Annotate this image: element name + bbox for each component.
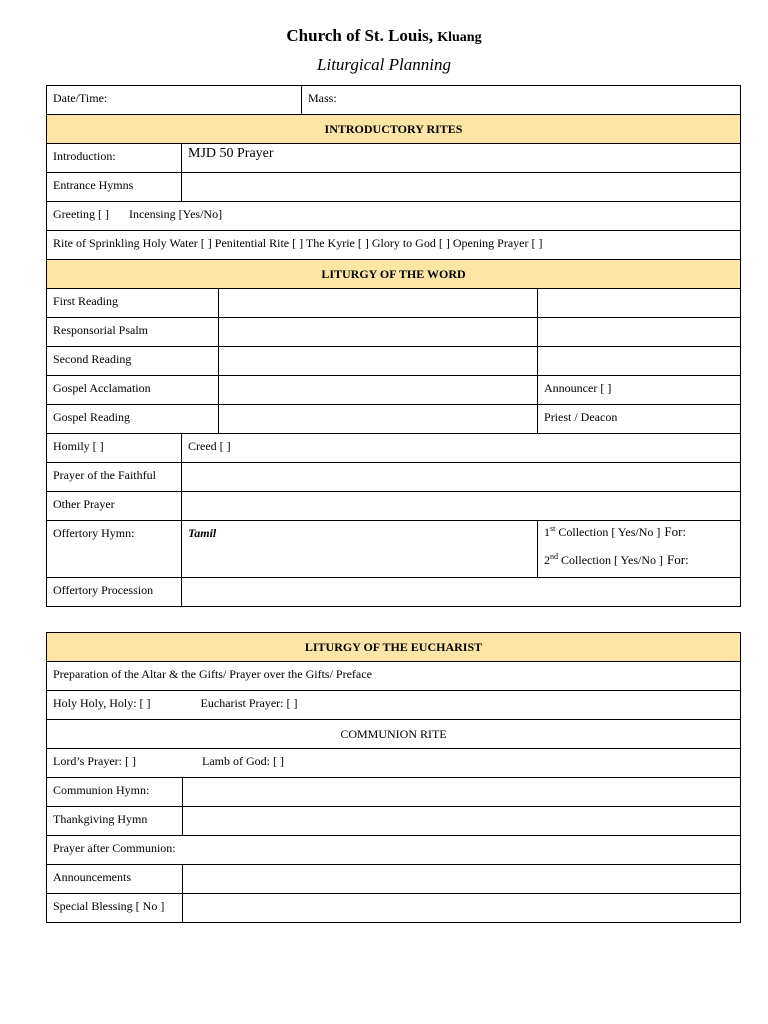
- second-collection[interactable]: [544, 552, 734, 568]
- eucharist-table: [46, 632, 741, 923]
- mass-field[interactable]: [302, 86, 741, 115]
- holy-cell: [47, 691, 741, 720]
- other-prayer-field[interactable]: [182, 492, 741, 521]
- first-reading-field[interactable]: [219, 289, 538, 318]
- communion-rite-heading: COMMUNION RITE: [47, 720, 741, 749]
- acclamation-row: [47, 376, 741, 405]
- page-title: [0, 26, 768, 46]
- lords-prayer-checkbox[interactable]: Lord’s Prayer: [ ]: [53, 754, 136, 768]
- communion-rite-row: [47, 720, 741, 749]
- offertory-procession-label: Offertory Procession: [47, 578, 182, 607]
- first-collection-label: Collection [ Yes/No ]: [555, 525, 661, 539]
- lords-prayer-row: [47, 749, 741, 778]
- gospel-reading-row: [47, 405, 741, 434]
- prayer-after-communion-label[interactable]: Prayer after Communion:: [47, 836, 741, 865]
- preparation-label[interactable]: Preparation of the Altar & the Gifts/ Prayer over the Gifts/ Preface: [47, 662, 741, 691]
- communion-hymn-label: Communion Hymn:: [47, 778, 183, 807]
- church-location: Kluang: [437, 30, 482, 45]
- offertory-procession-field[interactable]: [182, 578, 741, 607]
- homily-row: [47, 434, 741, 463]
- page-subtitle: Liturgical Planning: [317, 55, 451, 74]
- offertory-hymn-row: [47, 521, 741, 578]
- greeting-cell: [47, 202, 741, 231]
- other-prayer-label: Other Prayer: [47, 492, 182, 521]
- first-reading-row: [47, 289, 741, 318]
- acclamation-field[interactable]: [219, 376, 538, 405]
- second-collection-label: Collection [ Yes/No ]: [558, 553, 664, 567]
- lords-prayer-cell: [47, 749, 741, 778]
- second-reading-reader[interactable]: [538, 347, 741, 376]
- offertory-hymn-label: Offertory Hymn:: [47, 521, 182, 578]
- thanksgiving-label: Thankgiving Hymn: [47, 807, 183, 836]
- psalm-field[interactable]: [219, 318, 538, 347]
- psalm-reader[interactable]: [538, 318, 741, 347]
- psalm-label: Responsorial Psalm: [47, 318, 219, 347]
- introductory-rites-heading: INTRODUCTORY RITES: [47, 115, 741, 144]
- introductory-rites-header: [47, 115, 741, 144]
- liturgy-word-header: [47, 260, 741, 289]
- first-collection-suffix: st: [550, 524, 556, 533]
- communion-hymn-field[interactable]: [183, 778, 741, 807]
- announcements-row: [47, 865, 741, 894]
- church-name: Church of St. Louis,: [286, 26, 433, 45]
- second-reading-row: [47, 347, 741, 376]
- special-blessing-label: Special Blessing [ No ]: [47, 894, 183, 923]
- introduction-row: [47, 144, 741, 173]
- entrance-hymns-field[interactable]: [182, 173, 741, 202]
- holy-row: [47, 691, 741, 720]
- gospel-reading-label: Gospel Reading: [47, 405, 219, 434]
- second-reading-label: Second Reading: [47, 347, 219, 376]
- prayer-faithful-label: Prayer of the Faithful: [47, 463, 182, 492]
- second-collection-for: For:: [667, 552, 689, 567]
- preparation-row: [47, 662, 741, 691]
- mass-label: Mass:: [308, 91, 337, 105]
- first-collection-for: For:: [664, 524, 687, 539]
- creed-checkbox[interactable]: Creed [ ]: [182, 434, 741, 463]
- prayer-faithful-field[interactable]: [182, 463, 741, 492]
- greeting-row: [47, 202, 741, 231]
- offertory-hymn-language[interactable]: Tamil: [182, 521, 538, 578]
- first-collection-number: 1: [544, 525, 551, 539]
- gospel-reading-field[interactable]: [219, 405, 538, 434]
- thanksgiving-field[interactable]: [183, 807, 741, 836]
- other-prayer-row: [47, 492, 741, 521]
- rites-row: [47, 231, 741, 260]
- entrance-hymns-row: [47, 173, 741, 202]
- holy-checkbox[interactable]: Holy Holy, Holy: [ ]: [53, 696, 151, 710]
- second-reading-field[interactable]: [219, 347, 538, 376]
- second-collection-suffix: nd: [550, 552, 559, 561]
- liturgy-planning-table: [46, 85, 741, 607]
- introduction-value[interactable]: MJD 50 Prayer: [182, 144, 741, 173]
- first-reading-label: First Reading: [47, 289, 219, 318]
- eucharist-heading: LITURGY OF THE EUCHARIST: [47, 633, 741, 662]
- date-time-label: Date/Time:: [53, 91, 108, 105]
- acclamation-label: Gospel Acclamation: [47, 376, 219, 405]
- offertory-procession-row: [47, 578, 741, 607]
- eucharist-prayer-checkbox[interactable]: Eucharist Prayer: [ ]: [200, 696, 298, 710]
- collection-cell: [538, 521, 741, 578]
- homily-checkbox[interactable]: Homily [ ]: [47, 434, 182, 463]
- priest-deacon-field[interactable]: Priest / Deacon: [538, 405, 741, 434]
- special-blessing-row: [47, 894, 741, 923]
- communion-hymn-row: [47, 778, 741, 807]
- eucharist-header: [47, 633, 741, 662]
- incensing-option[interactable]: Incensing [Yes/No]: [128, 207, 223, 221]
- first-collection[interactable]: [544, 524, 734, 552]
- lamb-of-god-checkbox[interactable]: Lamb of God: [ ]: [201, 754, 284, 768]
- announcements-label: Announcements: [47, 865, 183, 894]
- entrance-hymns-label: Entrance Hymns: [47, 173, 182, 202]
- date-time-field[interactable]: [47, 86, 302, 115]
- introduction-label: Introduction:: [47, 144, 182, 173]
- special-blessing-field[interactable]: [183, 894, 741, 923]
- greeting-checkbox[interactable]: Greeting [ ]: [53, 207, 109, 221]
- prayer-after-row: [47, 836, 741, 865]
- rites-checklist[interactable]: Rite of Sprinkling Holy Water [ ] Penitential Rite [ ] The Kyrie [ ] Glory to God [ ] Opening Prayer [ ]: [47, 231, 741, 260]
- date-mass-row: [47, 86, 741, 115]
- prayer-faithful-row: [47, 463, 741, 492]
- liturgy-word-heading: LITURGY OF THE WORD: [47, 260, 741, 289]
- thanksgiving-row: [47, 807, 741, 836]
- second-collection-number: 2: [544, 553, 551, 567]
- first-reading-reader[interactable]: [538, 289, 741, 318]
- psalm-row: [47, 318, 741, 347]
- announcements-field[interactable]: [183, 865, 741, 894]
- announcer-checkbox[interactable]: Announcer [ ]: [538, 376, 741, 405]
